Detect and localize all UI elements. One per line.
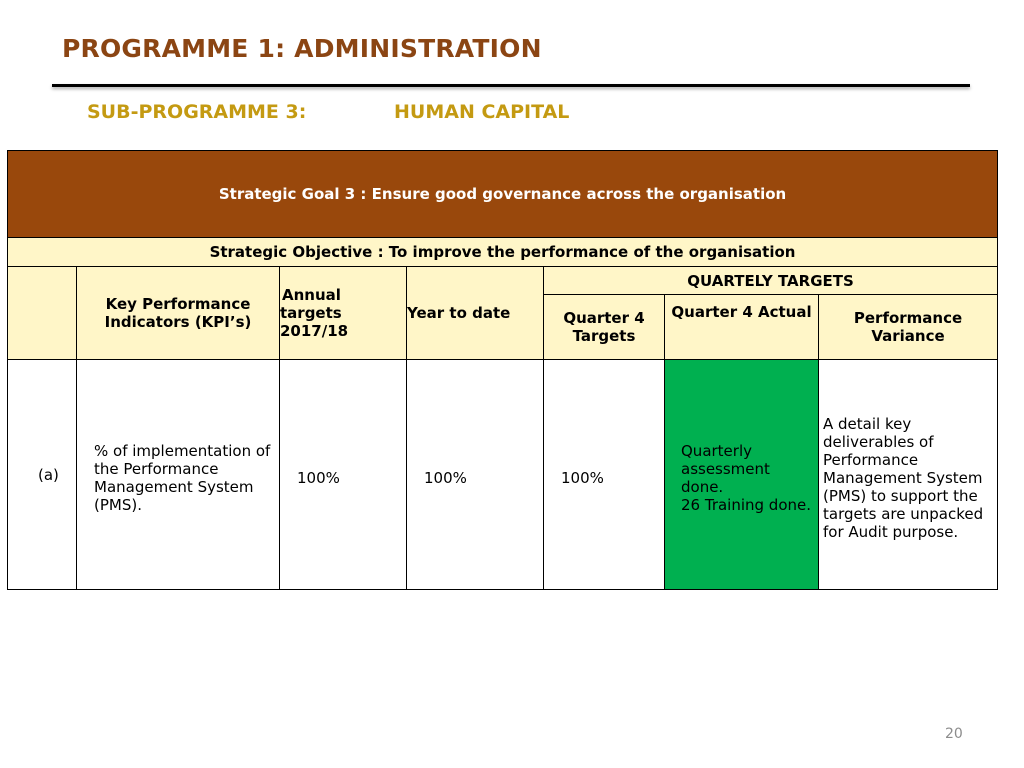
variance-header: [819, 295, 998, 360]
sub-programme-name: HUMAN CAPITAL: [394, 101, 570, 123]
variance-line: deliverables of: [823, 433, 934, 451]
year-to-date-header: Year to date: [407, 267, 544, 360]
kpi-header: [77, 267, 280, 360]
q4-targets-header: [544, 295, 665, 360]
q4-target-cell: 100%: [544, 360, 665, 590]
q4-targets-header-line: Quarter 4: [563, 309, 645, 327]
variance-line: Performance: [823, 451, 919, 469]
q4-actual-line: 26 Training done.: [681, 496, 812, 514]
kpi-line: Management System: [94, 478, 254, 496]
annual-header-line: targets: [280, 304, 342, 322]
annual-targets-header: [280, 267, 407, 360]
sub-programme-label: SUB-PROGRAMME 3:: [87, 101, 307, 123]
index-header: [8, 267, 77, 360]
variance-cell: [819, 360, 998, 590]
kpi-header-line: Indicators (KPI’s): [104, 313, 252, 331]
variance-line: (PMS) to support the: [823, 487, 978, 505]
variance-header-line: Variance: [871, 327, 945, 345]
q4-actual-header: Quarter 4 Actual: [665, 295, 819, 360]
variance-line: targets are unpacked: [823, 505, 984, 523]
kpi-line: % of implementation of: [94, 442, 271, 460]
kpi-cell: [77, 360, 280, 590]
q4-actual-line: done.: [681, 478, 724, 496]
annual-target-cell: 100%: [280, 360, 407, 590]
kpi-header-line: Key Performance: [105, 295, 251, 313]
strategic-objective-row: Strategic Objective : To improve the performance of the organisation: [8, 238, 998, 267]
title-divider: [52, 84, 970, 87]
quarterly-targets-header: QUARTELY TARGETS: [544, 267, 998, 295]
row-index: (a): [8, 360, 77, 590]
q4-actual-cell: [665, 360, 819, 590]
strategic-goal-banner: Strategic Goal 3 : Ensure good governance across the organisation: [8, 151, 998, 238]
annual-header-line: 2017/18: [280, 322, 349, 340]
kpi-line: the Performance: [94, 460, 219, 478]
q4-actual-line: assessment: [681, 460, 770, 478]
table-row: [8, 360, 998, 590]
kpi-line: (PMS).: [94, 496, 142, 514]
q4-actual-line: Quarterly: [681, 442, 752, 460]
variance-line: for Audit purpose.: [823, 523, 959, 541]
page-number: 20: [945, 726, 963, 742]
page-title: PROGRAMME 1: ADMINISTRATION: [62, 34, 542, 63]
variance-line: A detail key: [823, 415, 912, 433]
year-to-date-cell: 100%: [407, 360, 544, 590]
q4-targets-header-line: Targets: [572, 327, 636, 345]
annual-header-line: Annual: [282, 286, 341, 304]
variance-header-line: Performance: [853, 309, 963, 327]
performance-table: [7, 150, 998, 590]
variance-line: Management System: [823, 469, 983, 487]
